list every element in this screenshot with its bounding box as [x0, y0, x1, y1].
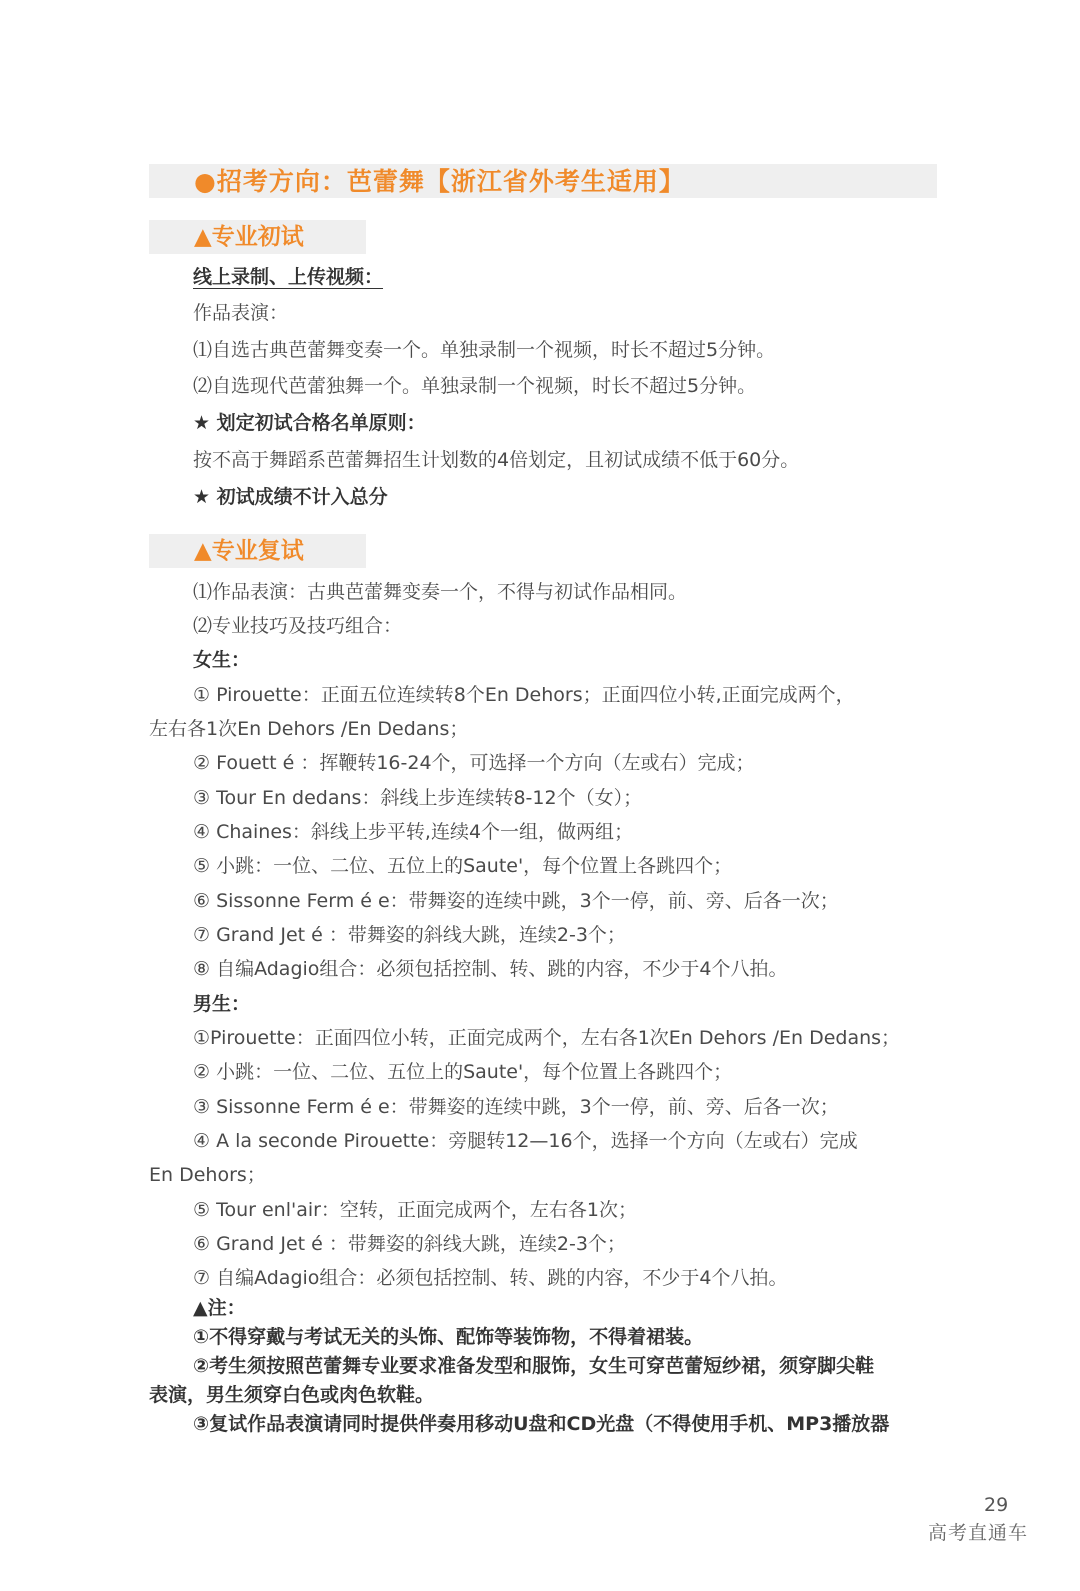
s2-line-21: ▲注：: [193, 1297, 246, 1319]
s2-line-10: ⑦ Grand Jet é ：带舞姿的斜线大跳，连续2-3个；: [193, 924, 626, 946]
s2-line-19: ⑥ Grand Jet é ：带舞姿的斜线大跳，连续2-3个；: [193, 1233, 626, 1255]
s1-line-4: 按不高于舞蹈系芭蕾舞招生计划数的4倍划定，且初试成绩不低于60分。: [193, 449, 800, 471]
s2-line-23: ②考生须按照芭蕾舞专业要求准备发型和服饰，女生可穿芭蕾短纱裙，须穿脚尖鞋: [193, 1355, 875, 1377]
s2-line-22: ①不得穿戴与考试无关的头饰、配饰等装饰物，不得着裙装。: [193, 1326, 704, 1348]
section1-title: ▲专业初试: [194, 224, 304, 250]
s1-line-5: ★ 初试成绩不计入总分: [193, 486, 388, 508]
s2-line-25: ③复试作品表演请同时提供伴奏用移动U盘和CD光盘（不得使用手机、MP3播放器: [193, 1413, 890, 1435]
s2-line-15: ③ Sissonne Ferm é e：带舞姿的连续中跳，3个一停，前、旁、后各一次；: [193, 1096, 839, 1118]
watermark: 高考直通车: [928, 1522, 1029, 1544]
s1-line-3: ★ 划定初试合格名单原则：: [193, 412, 426, 434]
s2-line-6: ③ Tour En dedans：斜线上步连续转8-12个（女）；: [193, 787, 643, 809]
s2-line-2: 女生：: [193, 649, 251, 671]
main-title: ●招考方向：芭蕾舞【浙江省外考生适用】: [194, 167, 685, 196]
s2-line-9: ⑥ Sissonne Ferm é e：带舞姿的连续中跳，3个一停，前、旁、后各一次；: [193, 890, 839, 912]
s2-line-24: 表演，男生须穿白色或肉色软鞋。: [149, 1384, 435, 1406]
section1-subheading: 线上录制、上传视频：: [193, 266, 384, 288]
s2-line-12: 男生：: [193, 993, 251, 1015]
s2-line-18: ⑤ Tour enl'air：空转，正面完成两个，左右各1次；: [193, 1199, 638, 1221]
section2-title: ▲专业复试: [194, 538, 304, 564]
s2-line-20: ⑦ 自编Adagio组合：必须包括控制、转、跳的内容，不少于4个八拍。: [193, 1267, 788, 1289]
s1-line-0: 作品表演：: [193, 302, 289, 324]
s2-line-11: ⑧ 自编Adagio组合：必须包括控制、转、跳的内容，不少于4个八拍。: [193, 958, 788, 980]
s2-line-17: En Dehors；: [149, 1164, 266, 1186]
s1-line-1: ⑴自选古典芭蕾舞变奏一个。单独录制一个视频，时长不超过5分钟。: [193, 339, 776, 361]
s2-line-7: ④ Chaines：斜线上步平转,连续4个一组，做两组；: [193, 821, 634, 843]
s1-line-2: ⑵自选现代芭蕾独舞一个。单独录制一个视频，时长不超过5分钟。: [193, 375, 757, 397]
s2-line-8: ⑤ 小跳：一位、二位、五位上的Saute'，每个位置上各跳四个；: [193, 855, 733, 877]
s2-line-0: ⑴作品表演：古典芭蕾舞变奏一个，不得与初试作品相同。: [193, 581, 688, 603]
s2-line-3: ① Pirouette：正面五位连续转8个En Dehors；正面四位小转,正面完成两个，: [193, 684, 855, 706]
s2-line-1: ⑵专业技巧及技巧组合：: [193, 615, 403, 637]
s2-line-14: ② 小跳：一位、二位、五位上的Saute'，每个位置上各跳四个；: [193, 1061, 733, 1083]
s2-line-5: ② Fouett é ：挥鞭转16-24个，可选择一个方向（左或右）完成；: [193, 752, 755, 774]
s2-line-13: ①Pirouette：正面四位小转，正面完成两个，左右各1次En Dehors /En Dedans；: [193, 1027, 901, 1049]
s2-line-4: 左右各1次En Dehors /En Dedans；: [149, 718, 469, 740]
s2-line-16: ④ A la seconde Pirouette：旁腿转12—16个，选择一个方向（左或右）完成: [193, 1130, 858, 1152]
page-number: 29: [984, 1494, 1009, 1516]
